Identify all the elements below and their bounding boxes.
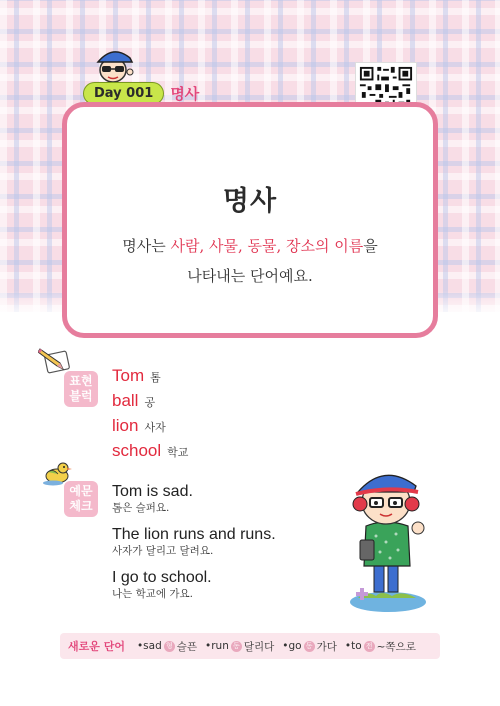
description-line-1: 명사는 사람, 사물, 동물, 장소의 이름을	[122, 237, 378, 255]
example-list	[112, 482, 342, 611]
new-words-bar	[60, 633, 440, 659]
word-english: Tom	[112, 366, 145, 385]
list-item	[112, 416, 188, 441]
card-title: 명사	[222, 186, 278, 217]
vocab-item: •to 전 ~쪽으로	[344, 640, 416, 653]
description-highlight: 사람, 사물, 동물, 장소의 이름	[170, 237, 364, 255]
word-korean: 공	[144, 396, 156, 409]
list-item	[112, 366, 188, 391]
new-words-title: 새로운 단어	[68, 640, 125, 653]
example-english: Tom is sad.	[112, 483, 193, 500]
pos-badge: 동	[304, 641, 315, 652]
description-line-2: 나타내는 단어예요.	[187, 267, 313, 285]
list-item	[112, 441, 188, 466]
list-item	[112, 391, 188, 416]
day-label: Day 001	[83, 82, 164, 105]
card-description	[67, 231, 433, 291]
boy-illustration	[336, 462, 436, 612]
definition-card	[62, 102, 438, 338]
word-english: ball	[112, 391, 139, 410]
word-korean: 사자	[144, 421, 166, 434]
vocab-item: •go 동 가다	[282, 640, 337, 653]
example-english: The lion runs and runs.	[112, 526, 276, 543]
example-english: I go to school.	[112, 569, 212, 586]
list-item	[112, 482, 342, 516]
word-english: school	[112, 441, 162, 460]
example-korean: 사자가 달리고 달려요.	[112, 545, 214, 557]
list-item	[112, 525, 342, 559]
vocab-item: •sad 형 슬픈	[136, 640, 198, 653]
day-title: 명사	[170, 84, 200, 103]
example-korean: 톰은 슬퍼요.	[112, 502, 170, 514]
word-korean: 톰	[150, 371, 161, 384]
pos-badge: 형	[164, 641, 175, 652]
vocab-item: •run 동 달리다	[205, 640, 275, 653]
word-list	[112, 366, 188, 466]
word-korean: 학교	[167, 446, 189, 459]
expression-block-label: 표현 블럭	[64, 371, 98, 407]
pos-badge: 동	[231, 641, 242, 652]
example-korean: 나는 학교에 가요.	[112, 588, 194, 600]
word-english: lion	[112, 416, 139, 435]
example-check-label: 예문 체크	[64, 481, 98, 517]
pos-badge: 전	[364, 641, 375, 652]
list-item	[112, 568, 342, 602]
